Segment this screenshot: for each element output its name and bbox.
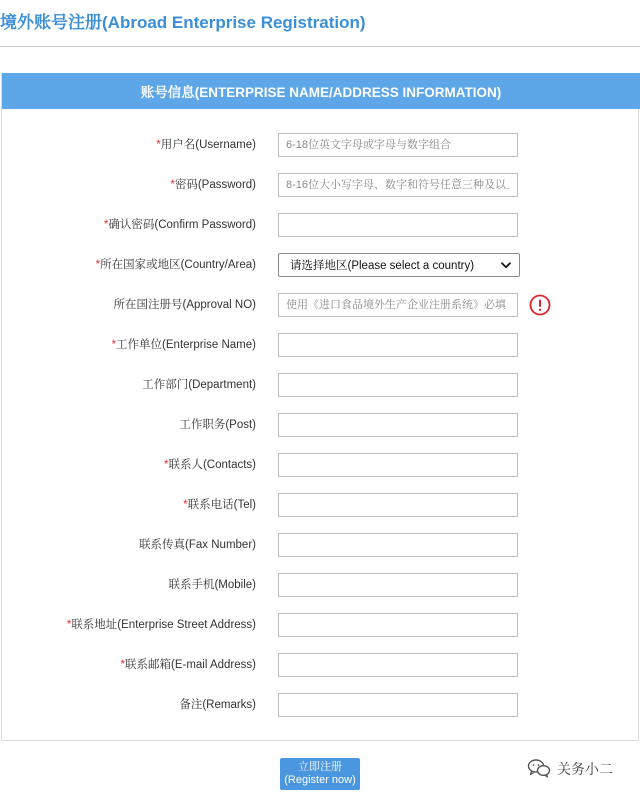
register-button[interactable]	[280, 758, 360, 790]
page-title: 境外账号注册(Abroad Enterprise Registration)	[0, 13, 366, 32]
approval-no-label: 所在国注册号(Approval NO)	[113, 299, 256, 311]
street-address-row	[2, 613, 640, 637]
post-input[interactable]	[278, 413, 518, 437]
password-input[interactable]	[278, 173, 518, 197]
exclamation-circle-icon	[529, 294, 551, 316]
contacts-label: *联系人(Contacts)	[163, 459, 256, 471]
register-button-line1: 立即注册	[298, 761, 342, 773]
register-button-line2: (Register now)	[284, 774, 356, 786]
registration-form-panel	[1, 73, 639, 741]
street-address-label: *联系地址(Enterprise Street Address)	[66, 619, 256, 631]
post-label: 工作职务(Post)	[179, 419, 256, 431]
enterprise-name-label: *工作单位(Enterprise Name)	[111, 339, 256, 351]
tel-input[interactable]	[278, 493, 518, 517]
approval-no-row	[2, 293, 640, 317]
required-mark: *	[120, 659, 125, 671]
approval-no-input[interactable]	[278, 293, 518, 317]
mobile-input[interactable]	[278, 573, 518, 597]
title-divider	[0, 46, 640, 47]
contacts-row	[2, 453, 640, 477]
enterprise-name-row	[2, 333, 640, 357]
confirm-password-label: *确认密码(Confirm Password)	[103, 219, 256, 231]
country-row	[2, 253, 640, 277]
required-mark: *	[163, 459, 169, 471]
mobile-label: 联系手机(Mobile)	[168, 579, 256, 591]
watermark-text: 关务小二	[557, 761, 613, 777]
watermark	[527, 758, 613, 780]
fax-label: 联系传真(Fax Number)	[139, 539, 256, 551]
department-label: 工作部门(Department)	[142, 379, 256, 391]
tel-label: *联系电话(Tel)	[183, 499, 256, 511]
confirm-password-input[interactable]	[278, 213, 518, 237]
fax-input[interactable]	[278, 533, 518, 557]
country-select[interactable]	[278, 253, 520, 277]
required-mark: *	[103, 219, 109, 231]
remarks-input[interactable]	[278, 693, 518, 717]
contacts-input[interactable]	[278, 453, 518, 477]
country-select-value: 请选择地区(Please select a country)	[290, 260, 475, 272]
required-mark: *	[183, 499, 188, 511]
street-address-input[interactable]	[278, 613, 518, 637]
password-label: *密码(Password)	[170, 179, 256, 191]
panel-header: 账号信息(ENTERPRISE NAME/ADDRESS INFORMATION)	[2, 73, 640, 109]
tel-row	[2, 493, 640, 517]
department-input[interactable]	[278, 373, 518, 397]
chevron-down-icon	[501, 262, 511, 269]
username-row	[2, 133, 640, 157]
required-mark: *	[66, 619, 72, 631]
required-mark: *	[95, 259, 101, 271]
username-label: *用户名(Username)	[156, 139, 256, 151]
wechat-logo-icon	[527, 758, 551, 781]
required-mark: *	[170, 179, 175, 191]
username-input[interactable]	[278, 133, 518, 157]
remarks-label: 备注(Remarks)	[179, 699, 256, 711]
enterprise-name-input[interactable]	[278, 333, 518, 357]
department-row	[2, 373, 640, 397]
password-row	[2, 173, 640, 197]
email-input[interactable]	[278, 653, 518, 677]
country-label: *所在国家或地区(Country/Area)	[95, 259, 256, 271]
post-row	[2, 413, 640, 437]
email-row	[2, 653, 640, 677]
fax-row	[2, 533, 640, 557]
required-mark: *	[111, 339, 117, 351]
confirm-password-row	[2, 213, 640, 237]
email-label: *联系邮箱(E-mail Address)	[120, 659, 256, 671]
remarks-row	[2, 693, 640, 717]
required-mark: *	[156, 139, 161, 151]
mobile-row	[2, 573, 640, 597]
